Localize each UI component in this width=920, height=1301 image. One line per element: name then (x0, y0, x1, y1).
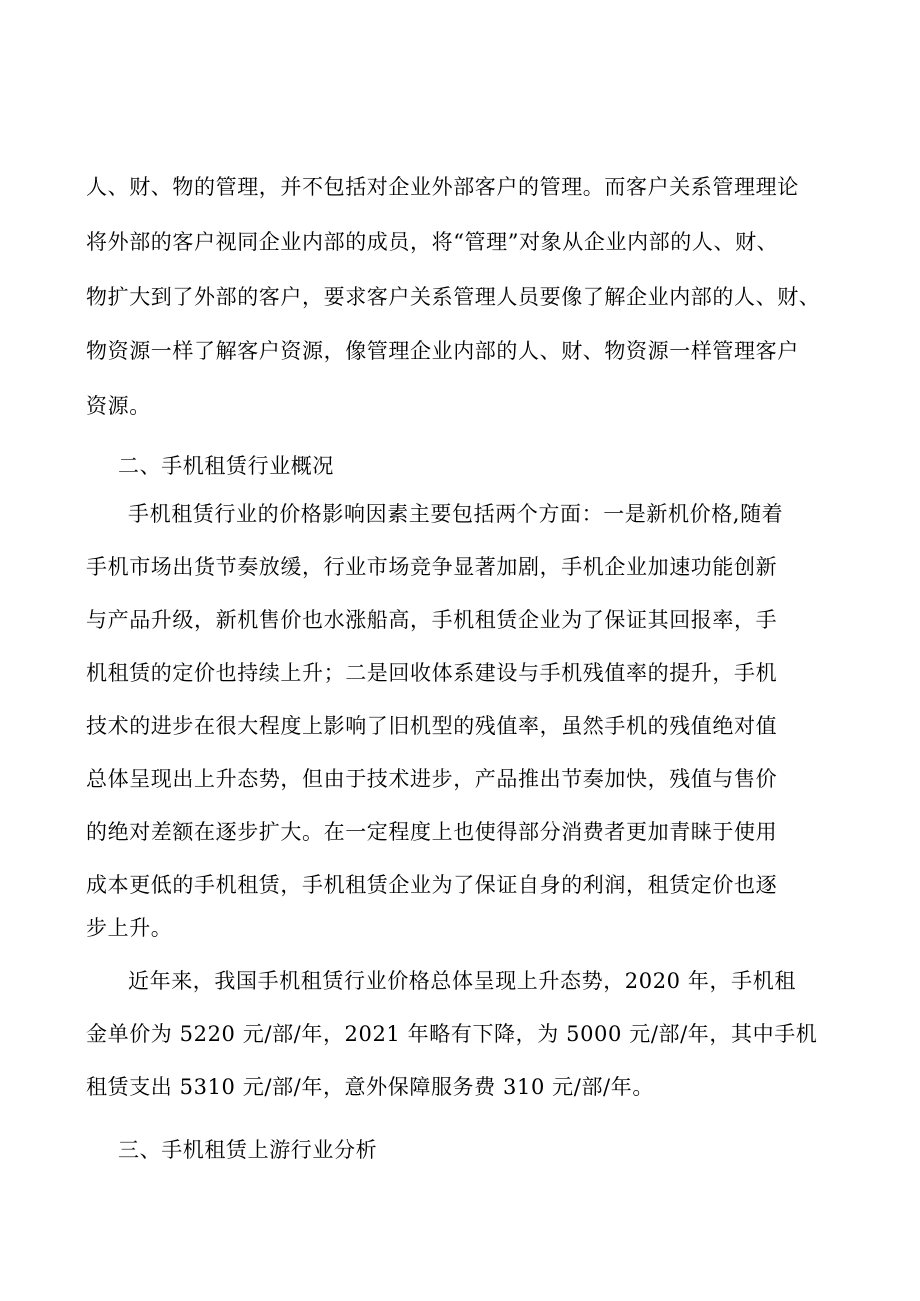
paragraph-line: 物资源一样了解客户资源，像管理企业内部的人、财、物资源一样管理客户 (86, 339, 799, 363)
paragraph-line: 手机市场出货节奏放缓，行业市场竞争显著加剧，手机企业加速功能创新 (86, 555, 778, 579)
section-heading: 二、手机租赁行业概况 (118, 454, 334, 478)
paragraph-line: 近年来，我国手机租赁行业价格总体呈现上升态势，2020 年，手机租 (128, 969, 796, 993)
paragraph-line: 资源。 (86, 394, 151, 418)
paragraph-line: 金单价为 5220 元/部/年，2021 年略有下降，为 5000 元/部/年，其中手机 (86, 1022, 818, 1046)
paragraph-line: 将外部的客户视同企业内部的成员，将“管理”对象从企业内部的人、财、 (86, 230, 779, 254)
paragraph-line: 人、财、物的管理，并不包括对企业外部客户的管理。而客户关系管理理论 (86, 175, 799, 199)
paragraph-line: 手机租赁行业的价格影响因素主要包括两个方面：一是新机价格,随着 (128, 502, 784, 526)
paragraph-line: 技术的进步在很大程度上影响了旧机型的残值率，虽然手机的残值绝对值 (86, 714, 778, 738)
section-heading: 三、手机租赁上游行业分析 (118, 1138, 378, 1162)
paragraph-line: 总体呈现出上升态势，但由于技术进步，产品推出节奏加快，残值与售价 (86, 767, 778, 791)
paragraph-line: 步上升。 (86, 916, 173, 940)
paragraph-line: 物扩大到了外部的客户，要求客户关系管理人员要像了解企业内部的人、财、 (86, 285, 821, 309)
paragraph-line: 机租赁的定价也持续上升；二是回收体系建设与手机残值率的提升，手机 (86, 661, 778, 685)
paragraph-line: 与产品升级，新机售价也水涨船高，手机租赁企业为了保证其回报率，手 (86, 608, 778, 632)
paragraph-line: 租赁支出 5310 元/部/年，意外保障服务费 310 元/部/年。 (86, 1075, 654, 1099)
paragraph-line: 成本更低的手机租赁，手机租赁企业为了保证自身的利润，租赁定价也逐 (86, 873, 778, 897)
paragraph-line: 的绝对差额在逐步扩大。在一定程度上也使得部分消费者更加青睐于使用 (86, 820, 778, 844)
